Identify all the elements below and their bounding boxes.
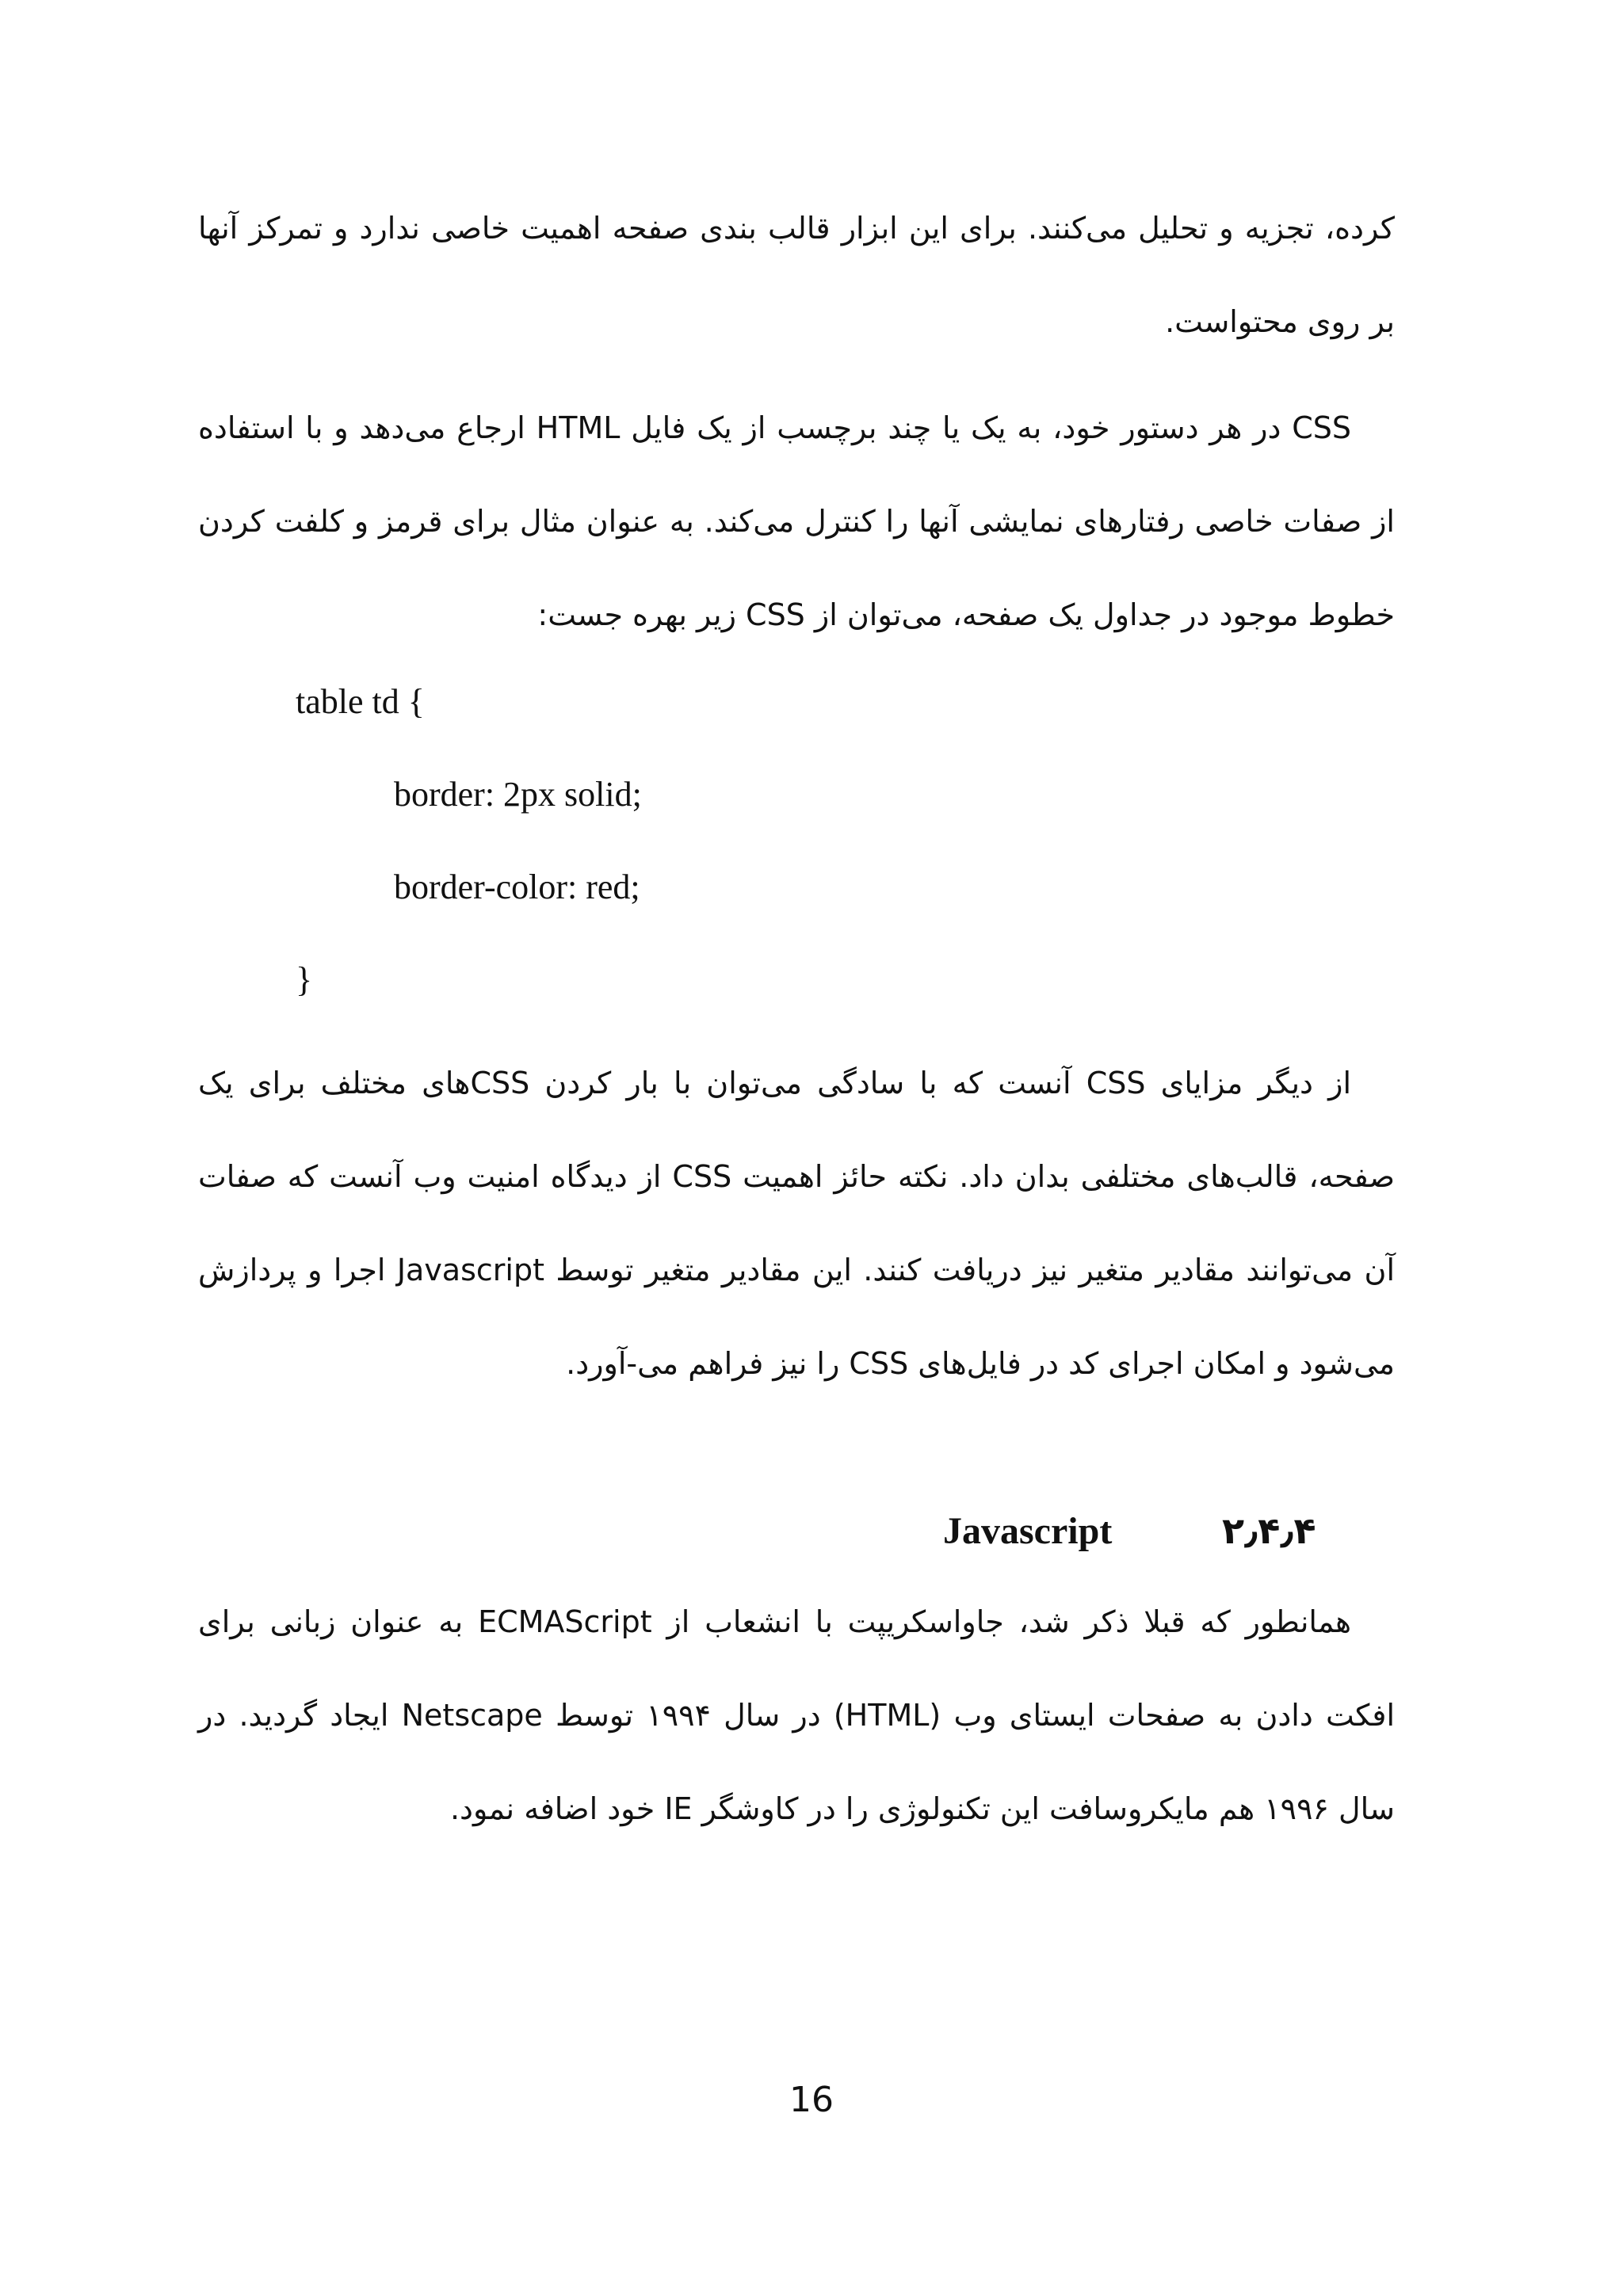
- code-line-border-color: border-color: red;: [394, 868, 640, 906]
- code-line-closing-brace: }: [296, 960, 313, 999]
- page-number: 16: [789, 2080, 834, 2120]
- section-title: Javascript: [943, 1510, 1113, 1552]
- code-line-selector: table td {: [296, 682, 425, 721]
- code-line-border: border: 2px solid;: [394, 775, 642, 814]
- paragraph-intro-continuation: کرده، تجزیه و تحلیل می‌کنند. برای این ابزار قالب بندی صفحه اهمیت خاصی ندارد و تمرکز آنها بر روی محتواست.: [198, 211, 1395, 339]
- section-number: ۲٫۴٫۴: [1222, 1509, 1316, 1552]
- paragraph-css-description: CSS در هر دستور خود، به یک یا چند برچسب از یک فایل HTML ارجاع می‌دهد و با استفاده از صفات خاصی رفتارهای نمایشی آنها را کنترل می‌کند. به عنوان مثال برای قرمز و کلفت کردن خطوط موجود در جداول یک صفحه، می‌توان از CSS زیر بهره جست:: [198, 410, 1395, 632]
- paragraph-javascript-history: همانطور که قبلا ذکر شد، جاواسکریپت با انشعاب از ECMAScript به عنوان زبانی برای افکت دادن به صفحات ایستای وب (HTML) در سال ۱۹۹۴ توسط Netscape ایجاد گردید. در سال ۱۹۹۶ هم مایکروسافت این تکنولوژی را در کاوشگر IE خود اضافه نمود.: [198, 1604, 1395, 1826]
- paragraph-css-advantages: از دیگر مزایای CSS آنست که با سادگی می‌توان با بار کردن CSSهای مختلف برای یک صفحه، قالب‌های مختلفی بدان داد. نکته حائز اهمیت CSS از دیدگاه امنیت وب آنست که صفات آن می‌توانند مقادیر متغیر نیز دریافت کنند. این مقادیر متغیر توسط Javascript اجرا و پردازش می‌شود و امکان اجرای کد در فایل‌های CSS را نیز فراهم می-آورد.: [198, 1066, 1395, 1381]
